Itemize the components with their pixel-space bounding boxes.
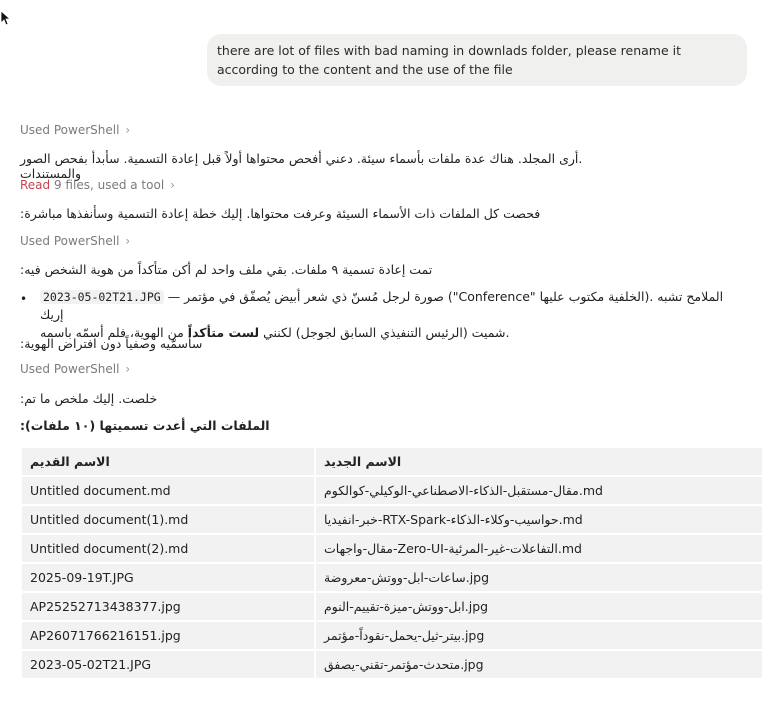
assistant-paragraph-1: [20, 151, 640, 181]
tool-call-read-files[interactable]: [20, 178, 175, 192]
old-name-cell: Untitled document(2).md: [22, 535, 314, 562]
bullet-dot: •: [20, 292, 28, 306]
mouse-cursor-icon: [0, 10, 12, 26]
paragraph-text: :خلصت. إليك ملخص ما تم: [20, 391, 158, 406]
assistant-paragraph-4: [20, 336, 202, 351]
tool-call-label: Used PowerShell: [20, 123, 120, 137]
table-row: [22, 622, 762, 649]
old-name-cell: 2025-09-19T.JPG: [22, 564, 314, 591]
table-row: [22, 651, 762, 678]
paragraph-text: :سأسمّيه وصفياً دون افتراض الهوية: [20, 336, 203, 351]
renamed-files-table: [20, 446, 764, 680]
old-name-cell: Untitled document.md: [22, 477, 314, 504]
new-name-cell: مقال-مستقبل-الذكاء-الاصطناعي-الوكيلي-كوالكوم.md: [316, 477, 762, 504]
paragraph-text: :تمت إعادة تسمية ٩ ملفات. بقي ملف واحد لم أكن متأكداً من هوية الشخص فيه: [20, 262, 433, 277]
chevron-right-icon: ›: [125, 123, 131, 137]
assistant-paragraph-3: [20, 262, 432, 277]
tool-call-powershell-3[interactable]: [20, 362, 130, 376]
section-heading: [20, 418, 270, 433]
chevron-right-icon: ›: [125, 362, 131, 376]
bullet-line-2a: شميت (الرئيس التنفيذي السابق لجوجل) لكنني: [259, 325, 506, 340]
paragraph-text: :فحصت كل الملفات ذات الأسماء السيئة وعرفت محتواها. إليك خطة إعادة التسمية وسأنفذها مباشرة: [20, 206, 541, 221]
assistant-paragraph-2: [20, 206, 540, 221]
filename-code: 2023-05-02T21.JPG: [40, 290, 164, 304]
new-name-cell: متحدث-مؤتمر-تقني-يصفق.jpg: [316, 651, 762, 678]
chevron-right-icon: ›: [125, 234, 131, 248]
tool-call-label: Used PowerShell: [20, 234, 120, 248]
bullet-list-item: [20, 288, 750, 342]
tool-call-label: Used PowerShell: [20, 362, 120, 376]
chevron-right-icon: ›: [170, 178, 175, 192]
new-name-cell: مقال-واجهات-Zero-UI-التفاعلات-غير-المرئية.md: [316, 535, 762, 562]
read-label: Read: [20, 178, 51, 192]
bullet-line-2-bold: لست متأكداً: [187, 325, 260, 340]
assistant-paragraph-5: [20, 391, 157, 406]
bullet-line-2b: من الهوية، فلم أسمّه باسمه.: [40, 325, 510, 340]
old-name-cell: Untitled document(1).md: [22, 506, 314, 533]
paragraph-text: .أرى المجلد. هناك عدة ملفات بأسماء سيئة. دعني أفحص محتواها أولاً قبل إعادة التسمية. سأبدأ بفحص الصور والمستندات: [20, 151, 583, 181]
read-detail: 9 files, used a tool: [53, 178, 165, 192]
user-message-text: there are lot of files with bad naming in downlads folder, please rename it according to the content and the use of the file: [217, 43, 681, 77]
table-header-row: [22, 448, 762, 475]
bullet-line-1: — صورة لرجل مُسنّ ذي شعر أبيض يُصفّق في مؤتمر ("Conference" الخلفية مكتوب عليها). الملامح تشبه إريك: [40, 289, 724, 322]
table-row: [22, 535, 762, 562]
user-message-bubble: [207, 34, 747, 86]
new-name-cell: بيتر-ثيل-يحمل-نقوداً-مؤتمر.jpg: [316, 622, 762, 649]
table-row: [22, 477, 762, 504]
old-name-cell: AP26071766216151.jpg: [22, 622, 314, 649]
tool-call-powershell-1[interactable]: [20, 123, 130, 137]
table-row: [22, 506, 762, 533]
tool-call-powershell-2[interactable]: [20, 234, 130, 248]
new-name-cell: ساعات-ابل-ووتش-معروضة.jpg: [316, 564, 762, 591]
new-name-cell: ابل-ووتش-ميزة-تقييم-النوم.jpg: [316, 593, 762, 620]
heading-text: :الملفات التي أعدت تسميتها (١٠ ملفات): [20, 418, 270, 433]
header-new-name: الاسم الجديد: [316, 448, 762, 475]
header-old-name: الاسم القديم: [22, 448, 314, 475]
table-row: [22, 593, 762, 620]
old-name-cell: 2023-05-02T21.JPG: [22, 651, 314, 678]
new-name-cell: خبر-انفيديا-RTX-Spark-حواسيب-وكلاء-الذكاء.md: [316, 506, 762, 533]
table-row: [22, 564, 762, 591]
old-name-cell: AP25252713438377.jpg: [22, 593, 314, 620]
